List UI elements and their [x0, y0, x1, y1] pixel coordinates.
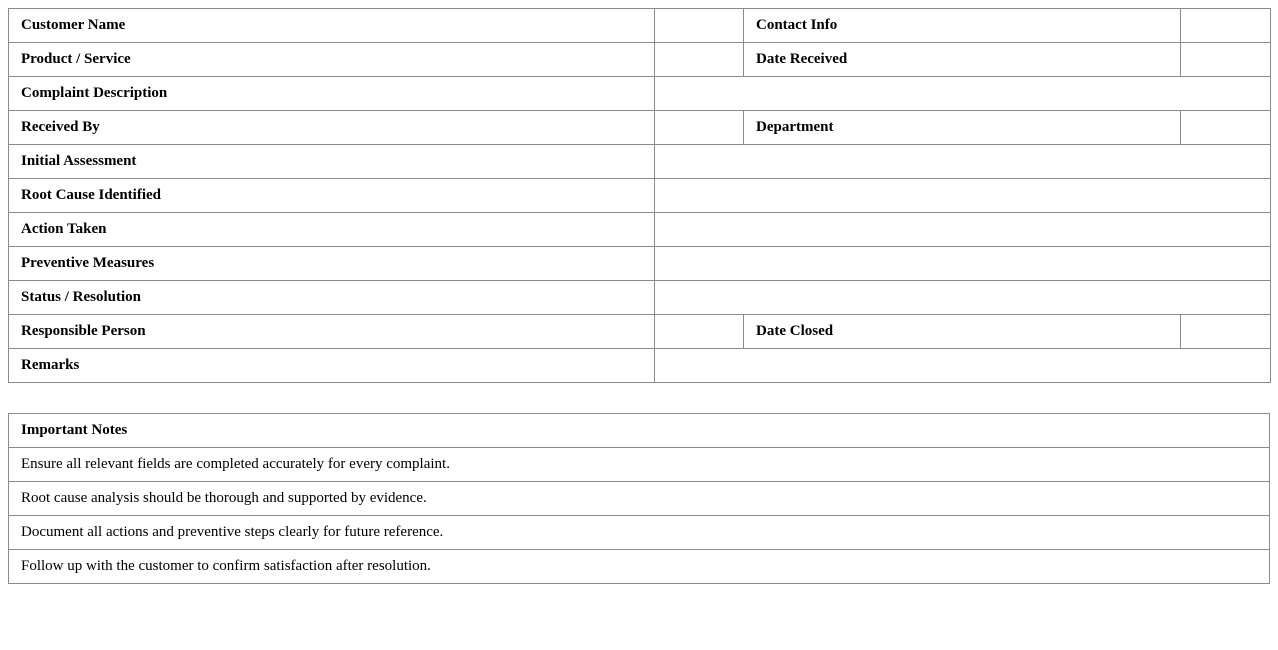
action-taken-label: Action Taken — [9, 213, 655, 247]
table-row — [9, 213, 1271, 247]
table-row — [9, 247, 1271, 281]
table-row — [9, 550, 1270, 584]
status-resolution-value[interactable] — [655, 281, 1271, 315]
product-service-value[interactable] — [655, 43, 744, 77]
remarks-label: Remarks — [9, 349, 655, 383]
responsible-person-label: Responsible Person — [9, 315, 655, 349]
complaint-description-value[interactable] — [655, 77, 1271, 111]
received-by-value[interactable] — [655, 111, 744, 145]
preventive-measures-label: Preventive Measures — [9, 247, 655, 281]
table-row — [9, 414, 1270, 448]
root-cause-value[interactable] — [655, 179, 1271, 213]
complaint-form-table — [8, 8, 1271, 383]
action-taken-value[interactable] — [655, 213, 1271, 247]
initial-assessment-label: Initial Assessment — [9, 145, 655, 179]
date-received-value[interactable] — [1181, 43, 1271, 77]
responsible-person-value[interactable] — [655, 315, 744, 349]
table-row — [9, 516, 1270, 550]
table-row — [9, 482, 1270, 516]
complaint-form-document — [8, 8, 1270, 584]
table-row — [9, 179, 1271, 213]
note-item: Document all actions and preventive steps clearly for future reference. — [9, 516, 1270, 550]
department-value[interactable] — [1181, 111, 1271, 145]
date-closed-label: Date Closed — [744, 315, 1181, 349]
table-row — [9, 281, 1271, 315]
date-closed-value[interactable] — [1181, 315, 1271, 349]
note-item: Follow up with the customer to confirm satisfaction after resolution. — [9, 550, 1270, 584]
received-by-label: Received By — [9, 111, 655, 145]
important-notes-title: Important Notes — [9, 414, 1270, 448]
complaint-description-label: Complaint Description — [9, 77, 655, 111]
table-row — [9, 111, 1271, 145]
product-service-label: Product / Service — [9, 43, 655, 77]
preventive-measures-value[interactable] — [655, 247, 1271, 281]
note-item: Ensure all relevant fields are completed accurately for every complaint. — [9, 448, 1270, 482]
root-cause-label: Root Cause Identified — [9, 179, 655, 213]
contact-info-label: Contact Info — [744, 9, 1181, 43]
department-label: Department — [744, 111, 1181, 145]
table-row — [9, 315, 1271, 349]
status-resolution-label: Status / Resolution — [9, 281, 655, 315]
note-item: Root cause analysis should be thorough and supported by evidence. — [9, 482, 1270, 516]
table-row — [9, 349, 1271, 383]
table-row — [9, 145, 1271, 179]
initial-assessment-value[interactable] — [655, 145, 1271, 179]
customer-name-value[interactable] — [655, 9, 744, 43]
table-row — [9, 77, 1271, 111]
table-row — [9, 9, 1271, 43]
contact-info-value[interactable] — [1181, 9, 1271, 43]
remarks-value[interactable] — [655, 349, 1271, 383]
date-received-label: Date Received — [744, 43, 1181, 77]
table-row — [9, 43, 1271, 77]
important-notes-table — [8, 413, 1270, 584]
table-row — [9, 448, 1270, 482]
customer-name-label: Customer Name — [9, 9, 655, 43]
